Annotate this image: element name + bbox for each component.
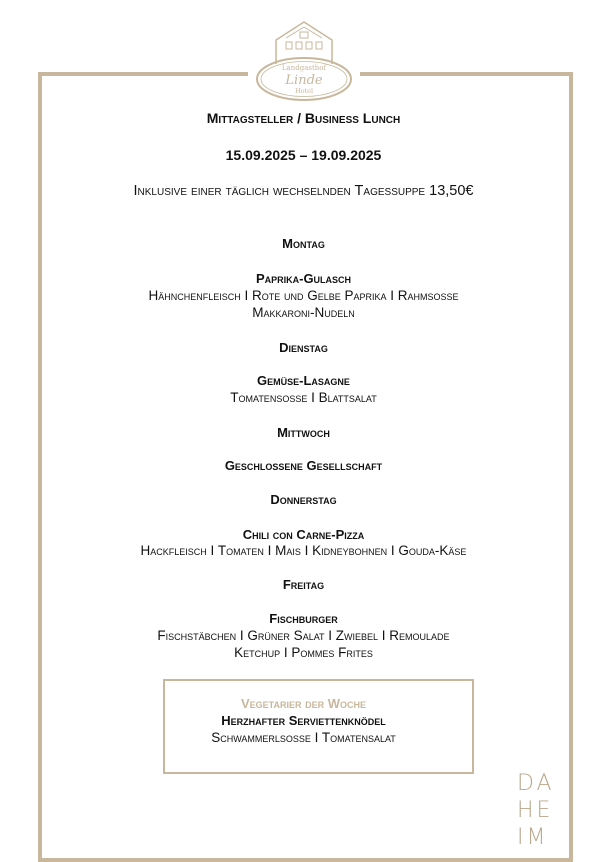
dish-name-donnerstag: Chili con Carne-Pizza — [242, 527, 365, 542]
dish-name-montag: Paprika-Gulasch — [255, 271, 352, 286]
dish-desc-donnerstag-1: Hackfleisch I Tomaten I Mais I Kidneybohnen I Gouda-Käse — [140, 543, 467, 558]
brand-mark-line1: DA — [517, 771, 555, 796]
day-label-donnerstag: Donnerstag — [270, 492, 337, 507]
menu-title: Mittagsteller / Business Lunch — [206, 110, 401, 126]
day-label-mittwoch: Mittwoch — [277, 425, 330, 440]
day-label-montag: Montag — [282, 236, 325, 251]
dish-name-mittwoch: Geschlossene Gesellschaft — [224, 458, 383, 473]
logo-line2: Linde — [285, 73, 323, 88]
menu-subtitle: Inklusive einer täglich wechselnden Tagessuppe 13,50€ — [133, 183, 474, 199]
brand-mark-line2: HE — [517, 798, 554, 823]
dish-name-dienstag: Gemüse-Lasagne — [257, 373, 350, 388]
menu-dates: 15.09.2025 – 19.09.2025 — [225, 147, 382, 163]
dish-desc-freitag-1: Fischstäbchen I Grüner Salat I Zwiebel I Remoulade — [157, 628, 450, 643]
logo-line1: Landgasthof — [281, 64, 327, 72]
dish-name-freitag: Fischburger — [269, 611, 338, 626]
vegetarian-title: Vegetarier der Woche — [240, 696, 366, 711]
dish-desc-freitag-2: Ketchup I Pommes Frites — [234, 645, 373, 660]
day-label-dienstag: Dienstag — [279, 340, 328, 355]
vegetarian-desc: Schwammerlsoße I Tomatensalat — [211, 730, 396, 745]
dish-desc-dienstag-1: Tomatensoße I Blattsalat — [230, 390, 377, 405]
dish-desc-montag-2: Makkaroni-Nudeln — [252, 305, 355, 320]
brand-mark-line3: IM — [517, 825, 549, 850]
house-icon — [248, 18, 360, 102]
day-label-freitag: Freitag — [282, 577, 325, 592]
brand-mark — [517, 770, 563, 851]
logo-line3: Hotel — [294, 87, 314, 95]
vegetarian-dish: Herzhafter Serviettenknödel — [221, 713, 386, 728]
dish-desc-montag-1: Hähnchenfleisch I Rote und Gelbe Paprika I Rahmsoße — [148, 288, 459, 303]
